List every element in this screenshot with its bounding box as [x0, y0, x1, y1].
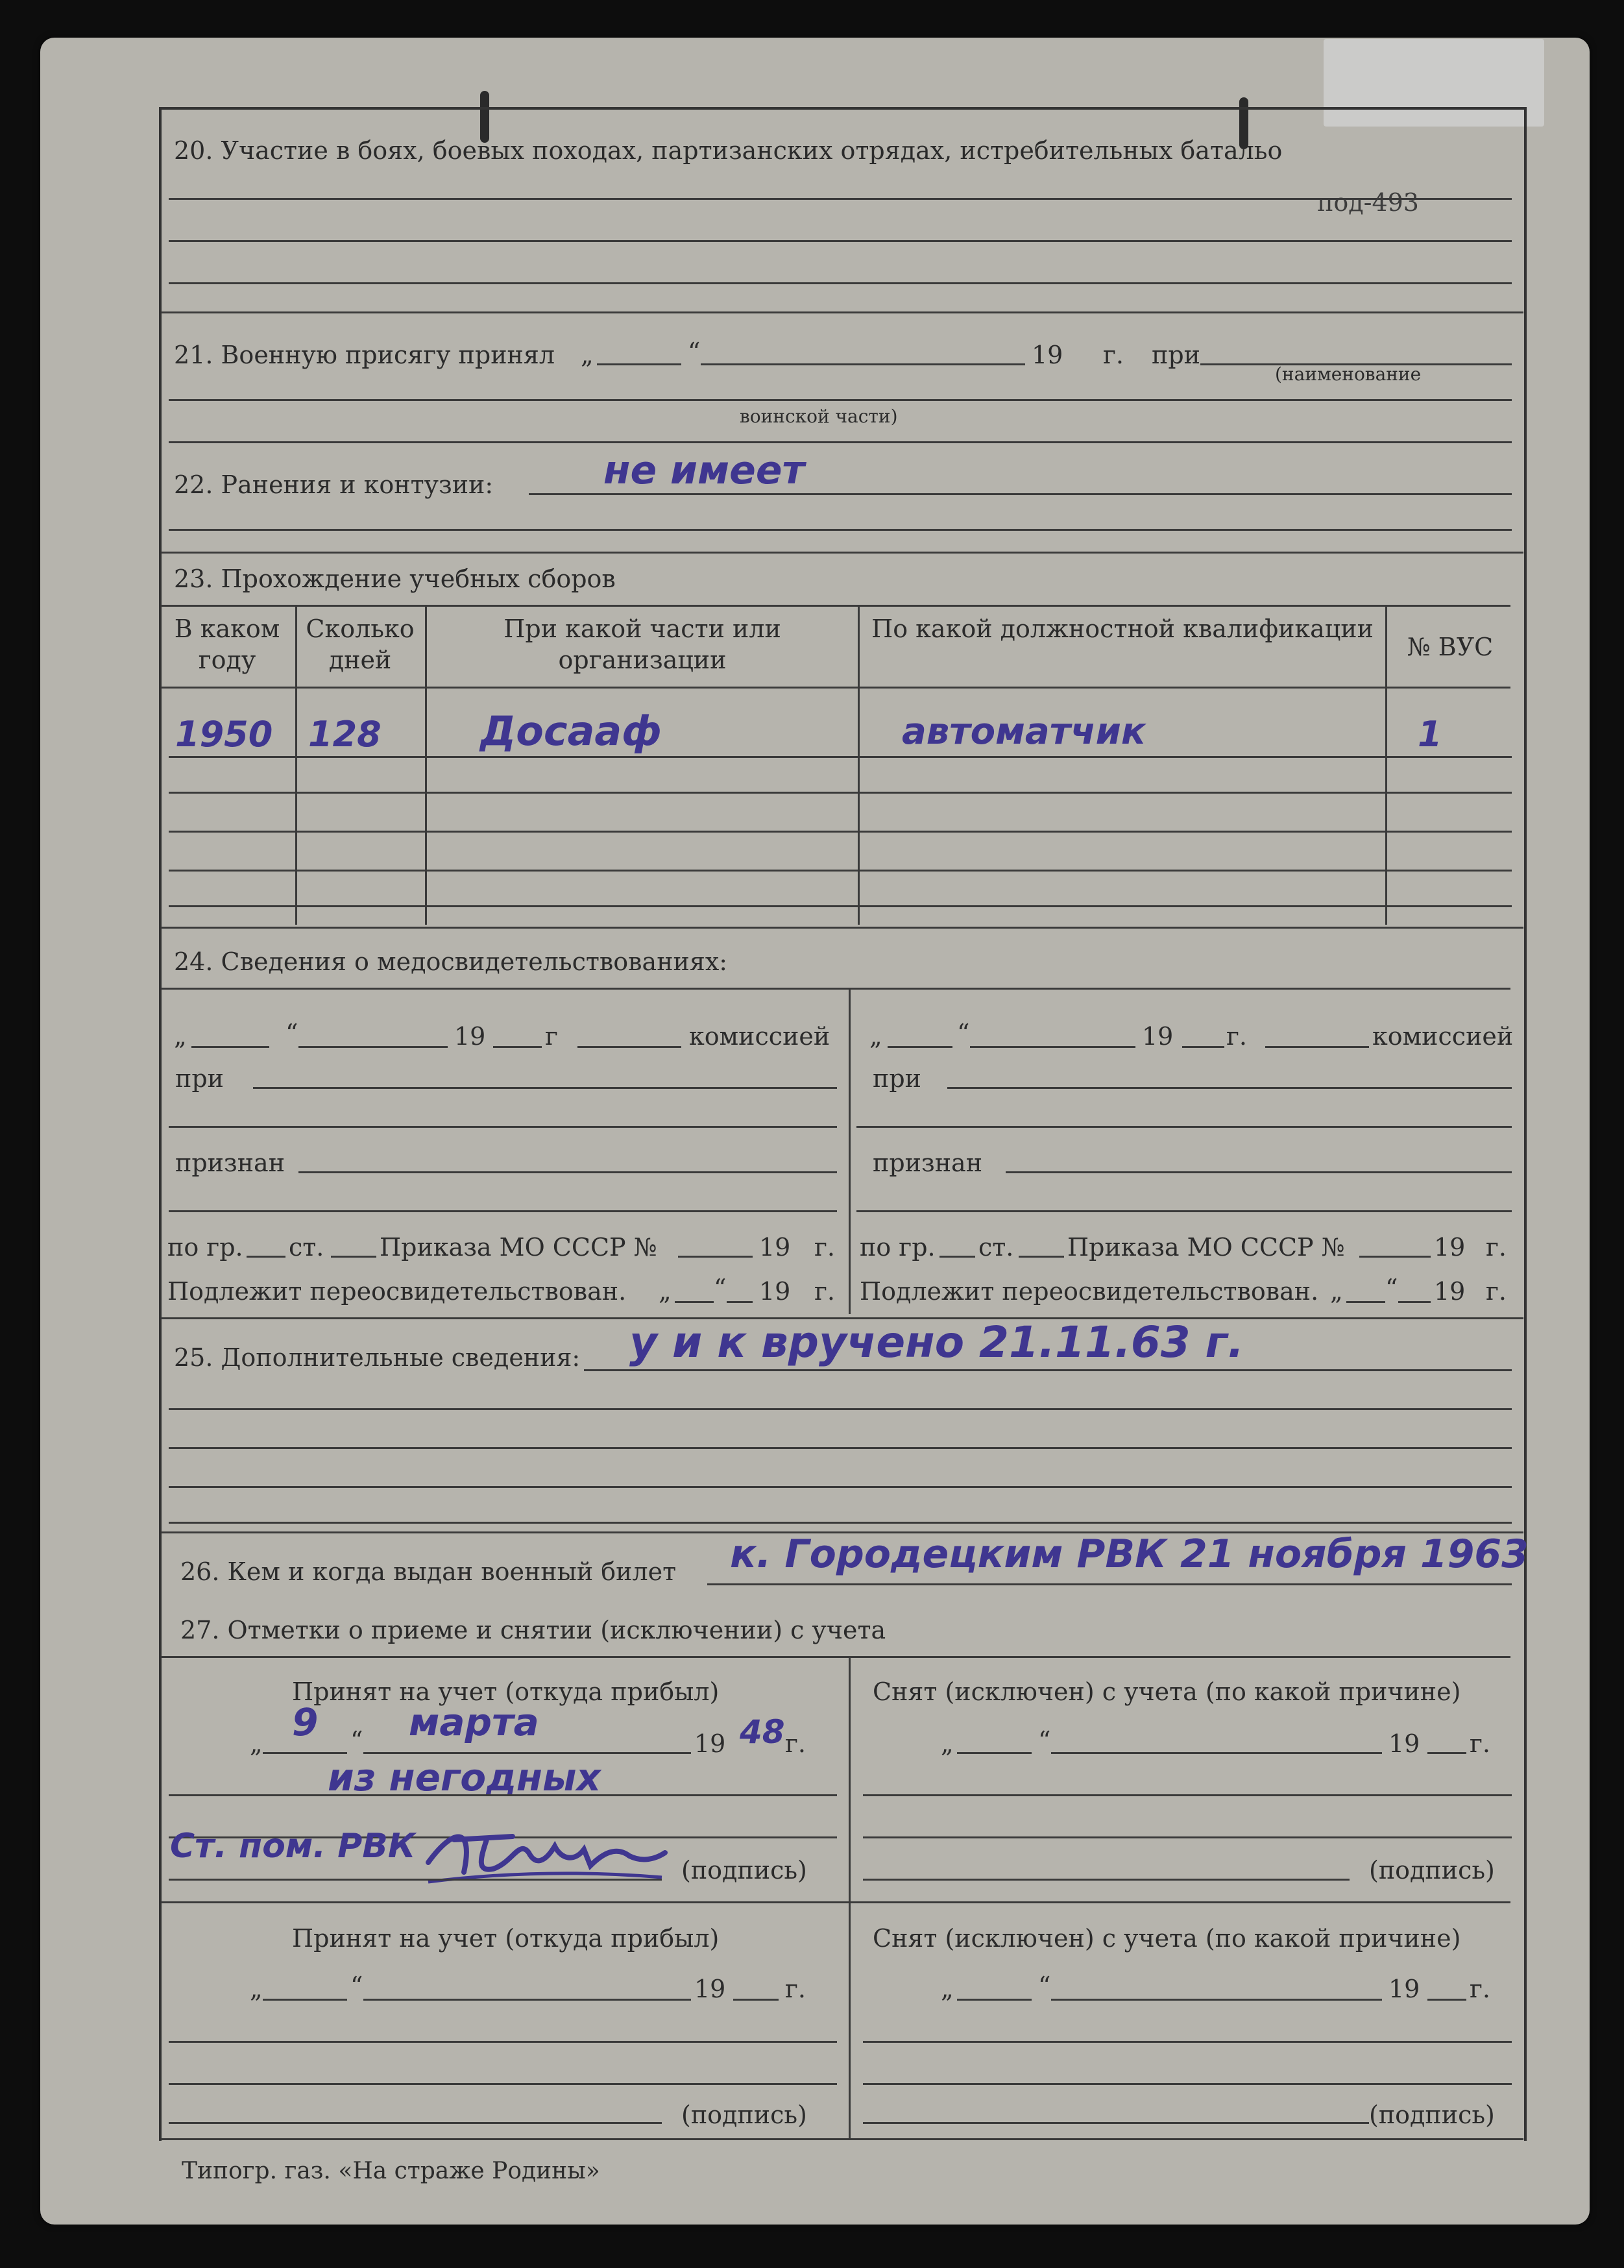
s23-header-year: В каком году	[174, 615, 280, 674]
s24-label: 24. Сведения о медосвидетельствованиях:	[174, 947, 728, 976]
s26-label: 26. Кем и когда выдан военный билет	[180, 1557, 677, 1586]
s20-label: 20. Участие в боях, боевых походах, партизанских отрядах, истребительных батальо	[174, 136, 1283, 165]
s22-value: не имеет	[603, 448, 805, 493]
s27-accept-signer: Ст. пом. РВК	[170, 1827, 416, 1866]
s25-value: у и к вручено 21.11.63 г.	[629, 1317, 1244, 1367]
s23-header-vus: № ВУС	[1407, 633, 1494, 661]
s23-row-qualification: автоматчик	[902, 711, 1146, 753]
s22-label: 22. Ранения и контузии:	[174, 470, 494, 499]
s27-accept-from: из негодных	[328, 1755, 601, 1799]
s23-row-year: 1950	[175, 714, 273, 755]
s27-accept-year: 48	[740, 1713, 785, 1751]
s20-stamp: под-493	[1317, 188, 1419, 217]
s27-remove-label: Снят (исключен) с учета (по какой причине)	[873, 1677, 1461, 1706]
s27-accept-day: 9	[292, 1700, 319, 1744]
s27-accept-label: Принят на учет (откуда прибыл)	[292, 1677, 720, 1706]
s27-accept-month: марта	[409, 1700, 539, 1744]
s25-label: 25. Дополнительные сведения:	[174, 1343, 581, 1372]
s23-row-vus: 1	[1418, 714, 1442, 755]
s23-header-qualification: По какой должностной квалификации	[871, 615, 1374, 643]
s23-row-days: 128	[308, 714, 382, 755]
s27-label: 27. Отметки о приеме и снятии (исключении) с учета	[180, 1616, 886, 1644]
s23-header-days: Сколько дней	[306, 615, 415, 674]
s23-label: 23. Прохождение учебных сборов	[174, 565, 616, 593]
s27-sign-caption: (подпись)	[681, 1856, 807, 1884]
printer-footer: Типогр. газ. «На страже Родины»	[182, 2158, 600, 2184]
s26-value: к. Городецким РВК 21 ноября 1963	[730, 1531, 1529, 1577]
s23-row-unit: Досааф	[480, 707, 662, 755]
s21-label: 21. Военную присягу принял	[174, 341, 555, 369]
s23-header-unit: При какой части или организации	[503, 615, 781, 674]
signature-image	[415, 1801, 675, 1898]
